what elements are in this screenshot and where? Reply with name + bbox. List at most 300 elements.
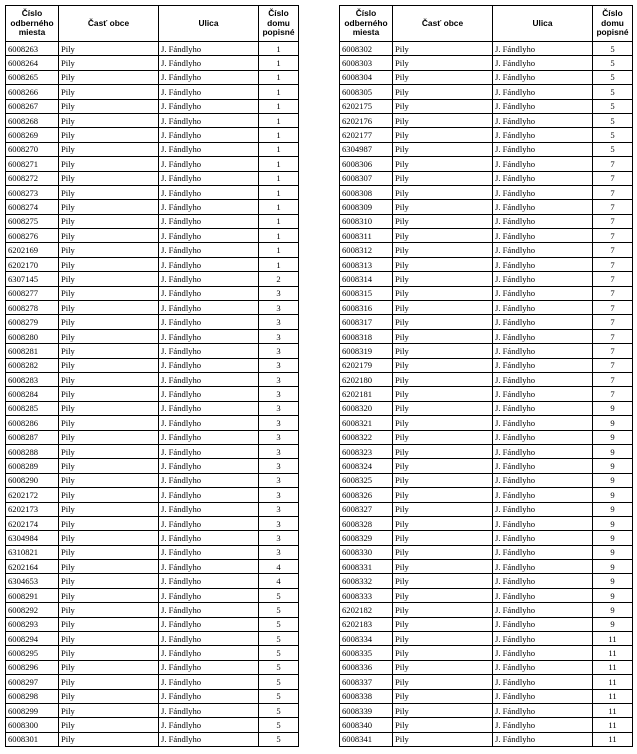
header-municipality-part: Časť obce xyxy=(393,6,493,42)
house-number-cell: 4 xyxy=(259,574,299,588)
house-number-cell: 1 xyxy=(259,128,299,142)
municipality-part-cell: Pily xyxy=(59,344,159,358)
table-row xyxy=(340,516,633,530)
header-house-number: Číslo domu popisné xyxy=(593,6,633,42)
supply-point-number-cell: 6008337 xyxy=(340,675,393,689)
table-row xyxy=(340,444,633,458)
street-cell: J. Fándlyho xyxy=(159,358,259,372)
table-row xyxy=(340,660,633,674)
street-cell: J. Fándlyho xyxy=(159,85,259,99)
street-cell: J. Fándlyho xyxy=(159,99,259,113)
municipality-part-cell: Pily xyxy=(59,603,159,617)
street-cell: J. Fándlyho xyxy=(493,574,593,588)
table-row xyxy=(6,401,299,415)
supply-point-number-cell: 6202170 xyxy=(6,257,59,271)
house-number-cell: 3 xyxy=(259,358,299,372)
table-row xyxy=(340,272,633,286)
house-number-cell: 1 xyxy=(259,142,299,156)
table-row xyxy=(340,732,633,746)
house-number-cell: 3 xyxy=(259,430,299,444)
street-cell: J. Fándlyho xyxy=(493,703,593,717)
supply-point-number-cell: 6202176 xyxy=(340,113,393,127)
table-row xyxy=(6,387,299,401)
supply-point-number-cell: 6008264 xyxy=(6,56,59,70)
municipality-part-cell: Pily xyxy=(393,214,493,228)
supply-point-number-cell: 6008340 xyxy=(340,718,393,732)
table-row xyxy=(6,358,299,372)
table-row xyxy=(340,675,633,689)
house-number-cell: 3 xyxy=(259,473,299,487)
supply-point-number-cell: 6008296 xyxy=(6,660,59,674)
street-cell: J. Fándlyho xyxy=(493,560,593,574)
house-number-cell: 7 xyxy=(593,387,633,401)
street-cell: J. Fándlyho xyxy=(159,229,259,243)
supply-point-number-cell: 6008331 xyxy=(340,560,393,574)
table-row xyxy=(6,646,299,660)
municipality-part-cell: Pily xyxy=(59,531,159,545)
table-row xyxy=(340,632,633,646)
supply-point-number-cell: 6008305 xyxy=(340,85,393,99)
municipality-part-cell: Pily xyxy=(393,718,493,732)
street-cell: J. Fándlyho xyxy=(493,675,593,689)
street-cell: J. Fándlyho xyxy=(159,344,259,358)
supply-point-number-cell: 6008315 xyxy=(340,286,393,300)
street-cell: J. Fándlyho xyxy=(159,372,259,386)
table-row xyxy=(6,243,299,257)
house-number-cell: 9 xyxy=(593,516,633,530)
street-cell: J. Fándlyho xyxy=(159,416,259,430)
street-cell: J. Fándlyho xyxy=(493,157,593,171)
supply-point-number-cell: 6008278 xyxy=(6,301,59,315)
street-cell: J. Fándlyho xyxy=(159,401,259,415)
street-cell: J. Fándlyho xyxy=(159,703,259,717)
supply-point-number-cell: 6008290 xyxy=(6,473,59,487)
municipality-part-cell: Pily xyxy=(59,315,159,329)
municipality-part-cell: Pily xyxy=(393,229,493,243)
table-row xyxy=(340,42,633,56)
table-row xyxy=(340,459,633,473)
house-number-cell: 5 xyxy=(259,588,299,602)
street-cell: J. Fándlyho xyxy=(493,257,593,271)
table-row xyxy=(6,444,299,458)
municipality-part-cell: Pily xyxy=(393,430,493,444)
supply-point-number-cell: 6008318 xyxy=(340,329,393,343)
house-number-cell: 3 xyxy=(259,372,299,386)
municipality-part-cell: Pily xyxy=(393,502,493,516)
street-cell: J. Fándlyho xyxy=(493,85,593,99)
house-number-cell: 5 xyxy=(259,689,299,703)
street-cell: J. Fándlyho xyxy=(159,243,259,257)
municipality-part-cell: Pily xyxy=(59,99,159,113)
municipality-part-cell: Pily xyxy=(59,473,159,487)
supply-point-number-cell: 6008309 xyxy=(340,200,393,214)
street-cell: J. Fándlyho xyxy=(159,545,259,559)
table-row xyxy=(6,689,299,703)
street-cell: J. Fándlyho xyxy=(493,113,593,127)
supply-point-number-cell: 6008284 xyxy=(6,387,59,401)
supply-point-number-cell: 6008276 xyxy=(6,229,59,243)
municipality-part-cell: Pily xyxy=(393,142,493,156)
table-row xyxy=(340,85,633,99)
municipality-part-cell: Pily xyxy=(59,42,159,56)
municipality-part-cell: Pily xyxy=(393,243,493,257)
house-number-cell: 1 xyxy=(259,99,299,113)
street-cell: J. Fándlyho xyxy=(159,387,259,401)
house-number-cell: 7 xyxy=(593,257,633,271)
table-row xyxy=(6,70,299,84)
street-cell: J. Fándlyho xyxy=(159,214,259,228)
street-cell: J. Fándlyho xyxy=(159,301,259,315)
street-cell: J. Fándlyho xyxy=(159,185,259,199)
table-row xyxy=(6,113,299,127)
house-number-cell: 5 xyxy=(593,70,633,84)
municipality-part-cell: Pily xyxy=(59,430,159,444)
street-cell: J. Fándlyho xyxy=(493,531,593,545)
table-row xyxy=(340,488,633,502)
table-row xyxy=(6,675,299,689)
table-row xyxy=(340,56,633,70)
street-cell: J. Fándlyho xyxy=(159,689,259,703)
table-row xyxy=(6,488,299,502)
municipality-part-cell: Pily xyxy=(393,459,493,473)
house-number-cell: 3 xyxy=(259,401,299,415)
municipality-part-cell: Pily xyxy=(59,718,159,732)
street-cell: J. Fándlyho xyxy=(493,444,593,458)
house-number-cell: 3 xyxy=(259,315,299,329)
table-row xyxy=(340,560,633,574)
supply-point-number-cell: 6008277 xyxy=(6,286,59,300)
house-number-cell: 11 xyxy=(593,732,633,746)
municipality-part-cell: Pily xyxy=(393,574,493,588)
table-row xyxy=(340,214,633,228)
street-cell: J. Fándlyho xyxy=(159,272,259,286)
supply-point-number-cell: 6008295 xyxy=(6,646,59,660)
supply-point-number-cell: 6008266 xyxy=(6,85,59,99)
municipality-part-cell: Pily xyxy=(393,603,493,617)
supply-point-number-cell: 6008294 xyxy=(6,632,59,646)
supply-point-number-cell: 6008267 xyxy=(6,99,59,113)
street-cell: J. Fándlyho xyxy=(159,286,259,300)
municipality-part-cell: Pily xyxy=(59,200,159,214)
street-cell: J. Fándlyho xyxy=(493,732,593,746)
table-row xyxy=(340,229,633,243)
house-number-cell: 11 xyxy=(593,689,633,703)
municipality-part-cell: Pily xyxy=(393,732,493,746)
municipality-part-cell: Pily xyxy=(59,56,159,70)
supply-point-number-cell: 6008293 xyxy=(6,617,59,631)
table-row xyxy=(6,185,299,199)
municipality-part-cell: Pily xyxy=(59,70,159,84)
municipality-part-cell: Pily xyxy=(59,113,159,127)
municipality-part-cell: Pily xyxy=(59,229,159,243)
municipality-part-cell: Pily xyxy=(59,617,159,631)
table-row xyxy=(6,603,299,617)
house-number-cell: 9 xyxy=(593,401,633,415)
header-municipality-part: Časť obce xyxy=(59,6,159,42)
table-row xyxy=(340,99,633,113)
supply-point-number-cell: 6008300 xyxy=(6,718,59,732)
supply-point-number-cell: 6008321 xyxy=(340,416,393,430)
house-number-cell: 5 xyxy=(593,113,633,127)
supply-point-number-cell: 6008335 xyxy=(340,646,393,660)
municipality-part-cell: Pily xyxy=(393,85,493,99)
street-cell: J. Fándlyho xyxy=(159,646,259,660)
table-row xyxy=(6,718,299,732)
supply-point-number-cell: 6202179 xyxy=(340,358,393,372)
header-supply-point-number: Číslo odberného miesta xyxy=(340,6,393,42)
supply-point-number-cell: 6008328 xyxy=(340,516,393,530)
house-number-cell: 7 xyxy=(593,272,633,286)
municipality-part-cell: Pily xyxy=(393,358,493,372)
supply-point-number-cell: 6008274 xyxy=(6,200,59,214)
table-row xyxy=(6,200,299,214)
table-row xyxy=(6,315,299,329)
supply-point-number-cell: 6202180 xyxy=(340,372,393,386)
supply-point-number-cell: 6008282 xyxy=(6,358,59,372)
house-number-cell: 5 xyxy=(259,660,299,674)
municipality-part-cell: Pily xyxy=(59,560,159,574)
street-cell: J. Fándlyho xyxy=(159,56,259,70)
house-number-cell: 7 xyxy=(593,185,633,199)
supply-point-number-cell: 6202182 xyxy=(340,603,393,617)
table-row xyxy=(6,545,299,559)
supply-point-number-cell: 6008327 xyxy=(340,502,393,516)
street-cell: J. Fándlyho xyxy=(159,660,259,674)
supply-point-number-cell: 6008320 xyxy=(340,401,393,415)
supply-point-number-cell: 6008287 xyxy=(6,430,59,444)
header-street: Ulica xyxy=(493,6,593,42)
municipality-part-cell: Pily xyxy=(393,632,493,646)
house-number-cell: 3 xyxy=(259,516,299,530)
supply-point-number-cell: 6008272 xyxy=(6,171,59,185)
street-cell: J. Fándlyho xyxy=(159,113,259,127)
table-row xyxy=(6,632,299,646)
supply-point-number-cell: 6008332 xyxy=(340,574,393,588)
supply-point-number-cell: 6008304 xyxy=(340,70,393,84)
table-row xyxy=(340,171,633,185)
municipality-part-cell: Pily xyxy=(59,157,159,171)
supply-point-number-cell: 6008268 xyxy=(6,113,59,127)
municipality-part-cell: Pily xyxy=(59,257,159,271)
house-number-cell: 9 xyxy=(593,531,633,545)
table-body-right xyxy=(340,42,633,747)
municipality-part-cell: Pily xyxy=(59,171,159,185)
table-row xyxy=(340,430,633,444)
table-row xyxy=(6,329,299,343)
table-row xyxy=(340,113,633,127)
street-cell: J. Fándlyho xyxy=(493,646,593,660)
house-number-cell: 9 xyxy=(593,560,633,574)
house-number-cell: 5 xyxy=(593,42,633,56)
municipality-part-cell: Pily xyxy=(59,301,159,315)
municipality-part-cell: Pily xyxy=(59,401,159,415)
street-cell: J. Fándlyho xyxy=(493,545,593,559)
municipality-part-cell: Pily xyxy=(393,401,493,415)
supply-point-number-cell: 6008273 xyxy=(6,185,59,199)
municipality-part-cell: Pily xyxy=(59,703,159,717)
header-street: Ulica xyxy=(159,6,259,42)
street-cell: J. Fándlyho xyxy=(493,358,593,372)
house-number-cell: 9 xyxy=(593,430,633,444)
street-cell: J. Fándlyho xyxy=(159,531,259,545)
house-number-cell: 7 xyxy=(593,344,633,358)
street-cell: J. Fándlyho xyxy=(493,689,593,703)
supply-point-number-cell: 6307145 xyxy=(6,272,59,286)
supply-point-number-cell: 6008291 xyxy=(6,588,59,602)
street-cell: J. Fándlyho xyxy=(493,171,593,185)
supply-point-number-cell: 6008288 xyxy=(6,444,59,458)
house-number-cell: 5 xyxy=(259,703,299,717)
street-cell: J. Fándlyho xyxy=(493,185,593,199)
supply-point-number-cell: 6008270 xyxy=(6,142,59,156)
street-cell: J. Fándlyho xyxy=(159,315,259,329)
house-number-cell: 11 xyxy=(593,660,633,674)
address-table-right xyxy=(339,5,633,747)
street-cell: J. Fándlyho xyxy=(159,603,259,617)
municipality-part-cell: Pily xyxy=(59,488,159,502)
street-cell: J. Fándlyho xyxy=(493,502,593,516)
table-row xyxy=(6,257,299,271)
house-number-cell: 5 xyxy=(593,128,633,142)
table-row xyxy=(340,142,633,156)
municipality-part-cell: Pily xyxy=(59,372,159,386)
house-number-cell: 7 xyxy=(593,171,633,185)
street-cell: J. Fándlyho xyxy=(159,516,259,530)
municipality-part-cell: Pily xyxy=(59,646,159,660)
table-row xyxy=(340,185,633,199)
supply-point-number-cell: 6008317 xyxy=(340,315,393,329)
house-number-cell: 1 xyxy=(259,56,299,70)
table-row xyxy=(6,301,299,315)
municipality-part-cell: Pily xyxy=(59,387,159,401)
supply-point-number-cell: 6008314 xyxy=(340,272,393,286)
table-row xyxy=(340,689,633,703)
supply-point-number-cell: 6008339 xyxy=(340,703,393,717)
municipality-part-cell: Pily xyxy=(393,200,493,214)
table-row xyxy=(340,588,633,602)
table-row xyxy=(340,157,633,171)
municipality-part-cell: Pily xyxy=(393,545,493,559)
supply-point-number-cell: 6202183 xyxy=(340,617,393,631)
house-number-cell: 3 xyxy=(259,301,299,315)
municipality-part-cell: Pily xyxy=(393,344,493,358)
table-row xyxy=(6,560,299,574)
street-cell: J. Fándlyho xyxy=(159,488,259,502)
supply-point-number-cell: 6008329 xyxy=(340,531,393,545)
table-row xyxy=(6,214,299,228)
table-row xyxy=(340,257,633,271)
street-cell: J. Fándlyho xyxy=(159,70,259,84)
municipality-part-cell: Pily xyxy=(393,617,493,631)
supply-point-number-cell: 6008323 xyxy=(340,444,393,458)
house-number-cell: 5 xyxy=(259,646,299,660)
street-cell: J. Fándlyho xyxy=(159,430,259,444)
municipality-part-cell: Pily xyxy=(59,545,159,559)
table-row xyxy=(6,416,299,430)
supply-point-number-cell: 6202173 xyxy=(6,502,59,516)
municipality-part-cell: Pily xyxy=(59,675,159,689)
table-row xyxy=(6,142,299,156)
municipality-part-cell: Pily xyxy=(393,171,493,185)
municipality-part-cell: Pily xyxy=(393,516,493,530)
house-number-cell: 5 xyxy=(259,675,299,689)
house-number-cell: 9 xyxy=(593,588,633,602)
house-number-cell: 7 xyxy=(593,358,633,372)
house-number-cell: 11 xyxy=(593,646,633,660)
supply-point-number-cell: 6008289 xyxy=(6,459,59,473)
municipality-part-cell: Pily xyxy=(393,387,493,401)
street-cell: J. Fándlyho xyxy=(493,416,593,430)
table-row xyxy=(340,703,633,717)
supply-point-number-cell: 6008307 xyxy=(340,171,393,185)
house-number-cell: 3 xyxy=(259,444,299,458)
house-number-cell: 3 xyxy=(259,344,299,358)
street-cell: J. Fándlyho xyxy=(159,588,259,602)
street-cell: J. Fándlyho xyxy=(159,257,259,271)
municipality-part-cell: Pily xyxy=(59,689,159,703)
street-cell: J. Fándlyho xyxy=(493,142,593,156)
supply-point-number-cell: 6008292 xyxy=(6,603,59,617)
house-number-cell: 3 xyxy=(259,416,299,430)
house-number-cell: 7 xyxy=(593,229,633,243)
municipality-part-cell: Pily xyxy=(393,99,493,113)
street-cell: J. Fándlyho xyxy=(493,372,593,386)
table-row xyxy=(6,588,299,602)
supply-point-number-cell: 6008280 xyxy=(6,329,59,343)
house-number-cell: 9 xyxy=(593,502,633,516)
supply-point-number-cell: 6304653 xyxy=(6,574,59,588)
house-number-cell: 3 xyxy=(259,286,299,300)
table-row xyxy=(6,85,299,99)
street-cell: J. Fándlyho xyxy=(159,329,259,343)
table-row xyxy=(340,401,633,415)
street-cell: J. Fándlyho xyxy=(159,675,259,689)
table-row xyxy=(6,617,299,631)
house-number-cell: 1 xyxy=(259,157,299,171)
municipality-part-cell: Pily xyxy=(393,660,493,674)
supply-point-number-cell: 6304987 xyxy=(340,142,393,156)
table-row xyxy=(6,732,299,746)
street-cell: J. Fándlyho xyxy=(159,459,259,473)
municipality-part-cell: Pily xyxy=(393,372,493,386)
house-number-cell: 5 xyxy=(259,617,299,631)
house-number-cell: 9 xyxy=(593,416,633,430)
municipality-part-cell: Pily xyxy=(59,243,159,257)
supply-point-number-cell: 6008286 xyxy=(6,416,59,430)
table-row xyxy=(6,171,299,185)
municipality-part-cell: Pily xyxy=(59,329,159,343)
supply-point-number-cell: 6008302 xyxy=(340,42,393,56)
supply-point-number-cell: 6202174 xyxy=(6,516,59,530)
house-number-cell: 1 xyxy=(259,200,299,214)
house-number-cell: 5 xyxy=(259,632,299,646)
table-row xyxy=(340,200,633,214)
house-number-cell: 5 xyxy=(593,85,633,99)
street-cell: J. Fándlyho xyxy=(493,430,593,444)
street-cell: J. Fándlyho xyxy=(493,617,593,631)
municipality-part-cell: Pily xyxy=(59,660,159,674)
house-number-cell: 11 xyxy=(593,632,633,646)
house-number-cell: 7 xyxy=(593,214,633,228)
supply-point-number-cell: 6008313 xyxy=(340,257,393,271)
supply-point-number-cell: 6008275 xyxy=(6,214,59,228)
street-cell: J. Fándlyho xyxy=(159,444,259,458)
municipality-part-cell: Pily xyxy=(59,128,159,142)
supply-point-number-cell: 6202172 xyxy=(6,488,59,502)
house-number-cell: 5 xyxy=(593,142,633,156)
municipality-part-cell: Pily xyxy=(393,488,493,502)
municipality-part-cell: Pily xyxy=(393,473,493,487)
